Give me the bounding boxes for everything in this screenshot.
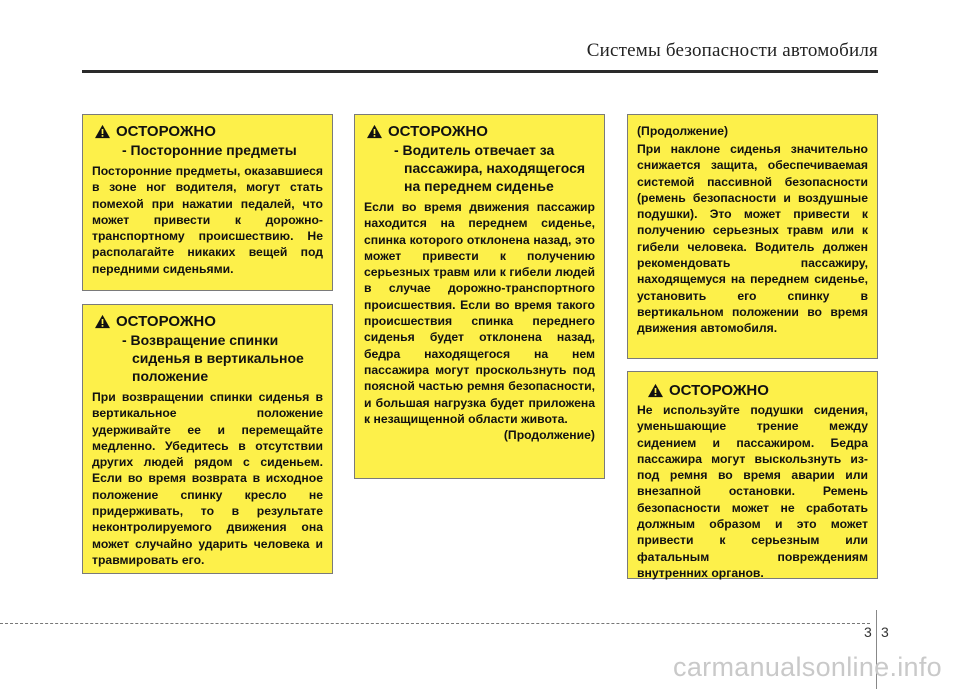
warning-box-seatback-return bbox=[82, 304, 333, 574]
warning-subtitle: - Водитель отвечает за пассажира, находящегося на переднем сиденье bbox=[394, 142, 586, 194]
watermark: carmanualsonline.info bbox=[673, 652, 942, 682]
warning-heading bbox=[94, 123, 323, 140]
warning-subtitle: - Посторонние предметы bbox=[122, 142, 297, 158]
warning-subtitle: - Возвращение спинки сиденья в вертикальное положение bbox=[122, 332, 304, 384]
warning-triangle-icon bbox=[94, 314, 111, 329]
warning-heading bbox=[366, 123, 595, 140]
warning-box-continuation bbox=[627, 114, 878, 359]
warning-body: Не используйте подушки сидения, уменьшающие трение между сидением и пассажиром. Бедра пассажира могут выскользнуть из-под ремня во время аварии или внезапной остановки. Ремень безопасности может не сработать должным образом и это может привести к серьезным или фатальным повреждениям внутренних органов. bbox=[637, 403, 868, 580]
warning-triangle-icon bbox=[366, 124, 383, 139]
warning-title: ОСТОРОЖНО bbox=[116, 313, 216, 330]
warning-heading bbox=[647, 382, 868, 399]
warning-heading bbox=[94, 313, 323, 330]
warning-body: Если во время движения пассажир находится на переднем сиденье, спинка которого отклонена назад, это может привести к получению серьезных травм или к гибели людей в случае дорожно-транспортного происшествия. Если во время такого происшествия спинка переднего сиденья будет отклонена назад, бедра находящегося на нем пассажира могут проскользнуть под поясной частью ремня безопасности, и большая нагрузка будет приложена к незащищенной области живота. bbox=[364, 200, 595, 426]
warning-body: Посторонние предметы, оказавшиеся в зоне ног водителя, могут стать помехой при нажатии педалей, что может привести к дорожно-транспортному происшествию. Не располагайте никаких вещей под передними сиденьями. bbox=[92, 164, 323, 276]
warning-triangle-icon bbox=[94, 124, 111, 139]
section-title: Системы безопасности автомобиля bbox=[586, 40, 878, 61]
warning-title: ОСТОРОЖНО bbox=[388, 123, 488, 140]
warning-body: При наклоне сиденья значительно снижается защита, обеспечиваемая системой пассивной безопасности (ремень безопасности и воздушные подушки). Это может привести к получению серьезных травм или к гибели человека. Водитель должен рекомендовать пассажиру, находящемуся на переднем сиденье, установить его спинку в вертикальном положении во время движения автомобиля. bbox=[637, 142, 868, 336]
page-number: 3 bbox=[881, 624, 889, 640]
warning-box-foreign-objects bbox=[82, 114, 333, 291]
warning-title: ОСТОРОЖНО bbox=[669, 382, 769, 399]
chapter-number: 3 bbox=[864, 624, 872, 640]
continued-label: (Продолжение) bbox=[637, 124, 729, 138]
warning-box-driver-responsible bbox=[354, 114, 605, 479]
footer-dashed-rule bbox=[0, 623, 870, 624]
warning-box-cushions bbox=[627, 371, 878, 579]
header-rule bbox=[82, 70, 878, 73]
warning-body: При возвращении спинки сиденья в вертикальное положение удерживайте ее и перемещайте медленно. Убедитесь в отсутствии других людей рядом с сиденьем. Если во время возврата в исходное положение спинку кресло не придерживать, то в результате неконтролируемого движения она может случайно ударить человека и травмировать его. bbox=[92, 390, 323, 567]
warning-triangle-icon bbox=[647, 383, 664, 398]
warning-title: ОСТОРОЖНО bbox=[116, 123, 216, 140]
continued-label: (Продолжение) bbox=[503, 428, 595, 443]
